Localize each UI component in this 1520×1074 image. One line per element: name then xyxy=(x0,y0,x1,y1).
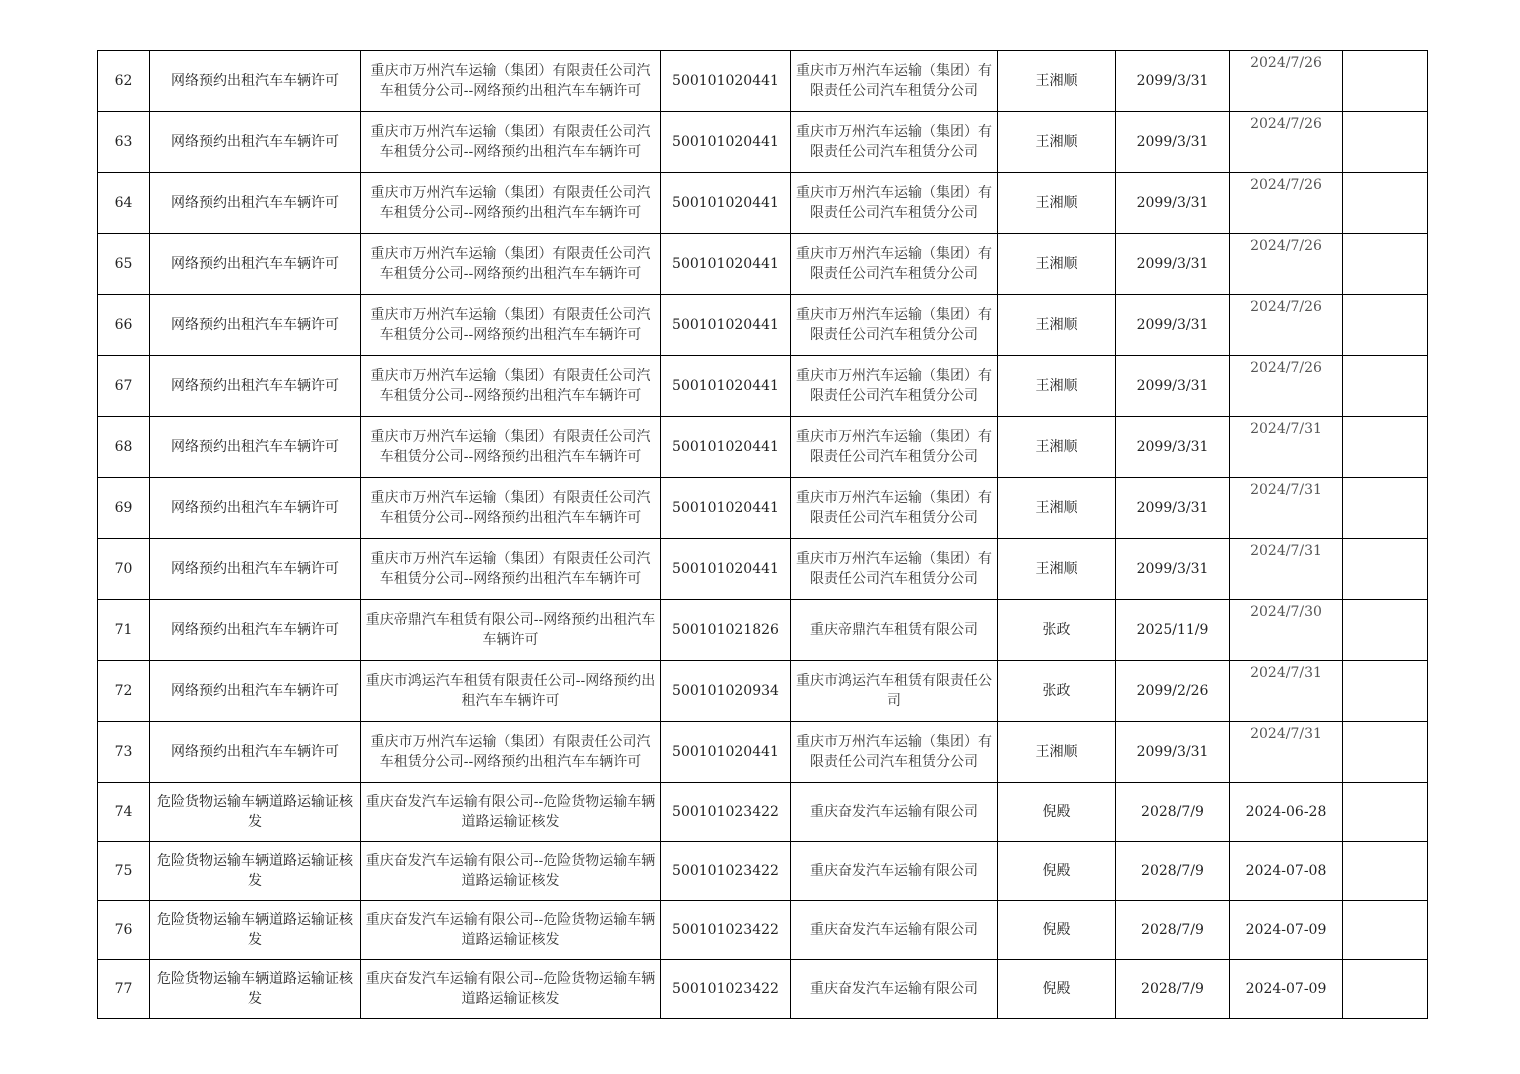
serial-number-cell-text: 76 xyxy=(114,922,133,938)
table-row xyxy=(98,417,1428,478)
valid-until-cell xyxy=(1116,234,1230,295)
permit-item-cell xyxy=(150,661,361,722)
decision-date-cell xyxy=(1230,356,1343,417)
holder-name-cell-text: 重庆市万州汽车运输（集团）有限责任公司汽车租赁分公司 xyxy=(796,490,992,526)
legal-person-cell-text: 张政 xyxy=(1042,622,1071,638)
table-row xyxy=(98,901,1428,960)
serial-number-cell xyxy=(98,960,150,1019)
code-number-cell-text: 500101023422 xyxy=(672,863,779,879)
remark-cell xyxy=(1343,960,1428,1019)
legal-person-cell xyxy=(998,417,1116,478)
remark-cell xyxy=(1343,112,1428,173)
valid-until-cell-text: 2099/3/31 xyxy=(1136,134,1209,150)
serial-number-cell-text: 70 xyxy=(114,561,133,577)
permit-item-cell-text: 网络预约出租汽车车辆许可 xyxy=(171,378,339,394)
valid-until-cell xyxy=(1116,661,1230,722)
holder-name-cell-text: 重庆市万州汽车运输（集团）有限责任公司汽车租赁分公司 xyxy=(796,185,992,221)
permit-item-cell-text: 危险货物运输车辆道路运输证核发 xyxy=(157,912,353,948)
code-number-cell xyxy=(661,661,791,722)
decision-date-cell-text: 2024/7/26 xyxy=(1250,116,1322,132)
valid-until-cell xyxy=(1116,356,1230,417)
legal-person-cell-text: 王湘顺 xyxy=(1035,500,1078,516)
table-row xyxy=(98,112,1428,173)
code-number-cell xyxy=(661,295,791,356)
permit-item-cell xyxy=(150,539,361,600)
license-name-cell-text: 重庆市万州汽车运输（集团）有限责任公司汽车租赁分公司--网络预约出租汽车车辆许可 xyxy=(370,185,651,221)
table-row xyxy=(98,661,1428,722)
permit-item-cell xyxy=(150,234,361,295)
valid-until-cell xyxy=(1116,295,1230,356)
permit-item-cell xyxy=(150,478,361,539)
decision-date-cell xyxy=(1230,960,1343,1019)
legal-person-cell xyxy=(998,600,1116,661)
permit-item-cell xyxy=(150,356,361,417)
license-name-cell xyxy=(361,234,661,295)
license-name-cell xyxy=(361,295,661,356)
legal-person-cell-text: 王湘顺 xyxy=(1035,134,1078,150)
legal-person-cell xyxy=(998,173,1116,234)
serial-number-cell xyxy=(98,356,150,417)
decision-date-cell-text: 2024/7/26 xyxy=(1250,299,1322,315)
code-number-cell xyxy=(661,234,791,295)
code-number-cell-text: 500101020441 xyxy=(672,439,779,455)
holder-name-cell xyxy=(791,234,998,295)
table-row xyxy=(98,234,1428,295)
permit-item-cell xyxy=(150,295,361,356)
legal-person-cell xyxy=(998,356,1116,417)
serial-number-cell xyxy=(98,783,150,842)
code-number-cell xyxy=(661,901,791,960)
valid-until-cell xyxy=(1116,901,1230,960)
legal-person-cell xyxy=(998,783,1116,842)
license-name-cell xyxy=(361,783,661,842)
holder-name-cell xyxy=(791,600,998,661)
decision-date-cell-text: 2024/7/31 xyxy=(1250,726,1322,742)
valid-until-cell-text: 2099/3/31 xyxy=(1136,317,1209,333)
table-row xyxy=(98,173,1428,234)
valid-until-cell-text: 2099/3/31 xyxy=(1136,561,1209,577)
holder-name-cell xyxy=(791,539,998,600)
code-number-cell xyxy=(661,173,791,234)
permit-item-cell-text: 网络预约出租汽车车辆许可 xyxy=(171,134,339,150)
license-name-cell xyxy=(361,661,661,722)
valid-until-cell-text: 2099/3/31 xyxy=(1136,500,1209,516)
remark-cell xyxy=(1343,295,1428,356)
permit-item-cell-text: 网络预约出租汽车车辆许可 xyxy=(171,256,339,272)
license-name-cell xyxy=(361,356,661,417)
valid-until-cell-text: 2099/3/31 xyxy=(1136,195,1209,211)
legal-person-cell-text: 王湘顺 xyxy=(1035,256,1078,272)
decision-date-cell xyxy=(1230,295,1343,356)
valid-until-cell xyxy=(1116,960,1230,1019)
permit-item-cell xyxy=(150,600,361,661)
decision-date-cell xyxy=(1230,51,1343,112)
legal-person-cell xyxy=(998,295,1116,356)
remark-cell xyxy=(1343,356,1428,417)
serial-number-cell-text: 72 xyxy=(114,683,133,699)
valid-until-cell-text: 2028/7/9 xyxy=(1141,981,1204,997)
decision-date-cell xyxy=(1230,478,1343,539)
valid-until-cell xyxy=(1116,417,1230,478)
valid-until-cell xyxy=(1116,842,1230,901)
table-row xyxy=(98,600,1428,661)
license-name-cell xyxy=(361,960,661,1019)
serial-number-cell-text: 77 xyxy=(114,981,133,997)
serial-number-cell-text: 68 xyxy=(114,439,133,455)
valid-until-cell xyxy=(1116,600,1230,661)
permit-item-cell xyxy=(150,51,361,112)
license-name-cell xyxy=(361,722,661,783)
decision-date-cell-text: 2024/7/26 xyxy=(1250,360,1322,376)
license-name-cell xyxy=(361,600,661,661)
serial-number-cell xyxy=(98,112,150,173)
code-number-cell xyxy=(661,842,791,901)
code-number-cell-text: 500101020934 xyxy=(672,683,779,699)
serial-number-cell-text: 64 xyxy=(114,195,133,211)
code-number-cell-text: 500101020441 xyxy=(672,73,779,89)
valid-until-cell xyxy=(1116,112,1230,173)
legal-person-cell-text: 王湘顺 xyxy=(1035,378,1078,394)
decision-date-cell-text: 2024/7/31 xyxy=(1250,421,1322,437)
legal-person-cell xyxy=(998,234,1116,295)
license-name-cell xyxy=(361,112,661,173)
holder-name-cell xyxy=(791,783,998,842)
license-name-cell xyxy=(361,901,661,960)
valid-until-cell xyxy=(1116,173,1230,234)
serial-number-cell xyxy=(98,600,150,661)
decision-date-cell-text: 2024-07-09 xyxy=(1245,922,1327,938)
table-body xyxy=(98,51,1428,1019)
remark-cell xyxy=(1343,51,1428,112)
table-row xyxy=(98,722,1428,783)
valid-until-cell xyxy=(1116,51,1230,112)
license-name-cell-text: 重庆市鸿运汽车租赁有限责任公司--网络预约出租汽车车辆许可 xyxy=(365,673,656,709)
code-number-cell-text: 500101020441 xyxy=(672,317,779,333)
decision-date-cell xyxy=(1230,234,1343,295)
license-name-cell-text: 重庆奋发汽车运输有限公司--危险货物运输车辆道路运输证核发 xyxy=(365,853,656,889)
holder-name-cell xyxy=(791,722,998,783)
serial-number-cell xyxy=(98,901,150,960)
code-number-cell-text: 500101020441 xyxy=(672,195,779,211)
license-name-cell-text: 重庆市万州汽车运输（集团）有限责任公司汽车租赁分公司--网络预约出租汽车车辆许可 xyxy=(370,124,651,160)
license-name-cell xyxy=(361,842,661,901)
holder-name-cell-text: 重庆市万州汽车运输（集团）有限责任公司汽车租赁分公司 xyxy=(796,307,992,343)
table-row xyxy=(98,960,1428,1019)
serial-number-cell-text: 67 xyxy=(114,378,133,394)
license-name-cell-text: 重庆市万州汽车运输（集团）有限责任公司汽车租赁分公司--网络预约出租汽车车辆许可 xyxy=(370,368,651,404)
valid-until-cell-text: 2028/7/9 xyxy=(1141,863,1204,879)
remark-cell xyxy=(1343,173,1428,234)
valid-until-cell-text: 2099/3/31 xyxy=(1136,378,1209,394)
holder-name-cell xyxy=(791,356,998,417)
code-number-cell xyxy=(661,539,791,600)
permit-item-cell-text: 网络预约出租汽车车辆许可 xyxy=(171,439,339,455)
code-number-cell-text: 500101023422 xyxy=(672,804,779,820)
decision-date-cell xyxy=(1230,417,1343,478)
decision-date-cell xyxy=(1230,600,1343,661)
legal-person-cell-text: 王湘顺 xyxy=(1035,73,1078,89)
legal-person-cell xyxy=(998,539,1116,600)
license-name-cell xyxy=(361,417,661,478)
license-name-cell-text: 重庆市万州汽车运输（集团）有限责任公司汽车租赁分公司--网络预约出租汽车车辆许可 xyxy=(370,246,651,282)
permit-item-cell-text: 网络预约出租汽车车辆许可 xyxy=(171,744,339,760)
holder-name-cell-text: 重庆市鸿运汽车租赁有限责任公司 xyxy=(796,673,992,709)
permit-item-cell xyxy=(150,842,361,901)
valid-until-cell-text: 2099/3/31 xyxy=(1136,256,1209,272)
license-name-cell-text: 重庆市万州汽车运输（集团）有限责任公司汽车租赁分公司--网络预约出租汽车车辆许可 xyxy=(370,63,651,99)
decision-date-cell xyxy=(1230,112,1343,173)
table-row xyxy=(98,356,1428,417)
serial-number-cell xyxy=(98,173,150,234)
code-number-cell-text: 500101023422 xyxy=(672,981,779,997)
license-name-cell-text: 重庆市万州汽车运输（集团）有限责任公司汽车租赁分公司--网络预约出租汽车车辆许可 xyxy=(370,734,651,770)
serial-number-cell-text: 75 xyxy=(114,863,133,879)
code-number-cell-text: 500101020441 xyxy=(672,256,779,272)
license-name-cell-text: 重庆奋发汽车运输有限公司--危险货物运输车辆道路运输证核发 xyxy=(365,971,656,1007)
permit-item-cell-text: 危险货物运输车辆道路运输证核发 xyxy=(157,971,353,1007)
code-number-cell-text: 500101020441 xyxy=(672,134,779,150)
code-number-cell xyxy=(661,783,791,842)
serial-number-cell xyxy=(98,295,150,356)
remark-cell xyxy=(1343,783,1428,842)
valid-until-cell-text: 2025/11/9 xyxy=(1136,622,1209,638)
serial-number-cell xyxy=(98,722,150,783)
valid-until-cell-text: 2099/2/26 xyxy=(1136,683,1209,699)
license-name-cell xyxy=(361,173,661,234)
remark-cell xyxy=(1343,478,1428,539)
valid-until-cell-text: 2099/3/31 xyxy=(1136,73,1209,89)
serial-number-cell xyxy=(98,478,150,539)
permit-item-cell xyxy=(150,783,361,842)
code-number-cell xyxy=(661,112,791,173)
valid-until-cell xyxy=(1116,722,1230,783)
serial-number-cell-text: 65 xyxy=(114,256,133,272)
decision-date-cell xyxy=(1230,901,1343,960)
decision-date-cell-text: 2024-06-28 xyxy=(1245,804,1327,820)
holder-name-cell xyxy=(791,842,998,901)
table-row xyxy=(98,295,1428,356)
holder-name-cell-text: 重庆市万州汽车运输（集团）有限责任公司汽车租赁分公司 xyxy=(796,63,992,99)
decision-date-cell-text: 2024/7/30 xyxy=(1250,604,1322,620)
decision-date-cell xyxy=(1230,173,1343,234)
decision-date-cell-text: 2024/7/26 xyxy=(1250,238,1322,254)
permit-item-cell xyxy=(150,112,361,173)
serial-number-cell xyxy=(98,234,150,295)
serial-number-cell-text: 74 xyxy=(114,804,133,820)
legal-person-cell-text: 倪殿 xyxy=(1042,981,1071,997)
serial-number-cell xyxy=(98,842,150,901)
serial-number-cell xyxy=(98,51,150,112)
legal-person-cell-text: 王湘顺 xyxy=(1035,195,1078,211)
decision-date-cell xyxy=(1230,661,1343,722)
decision-date-cell-text: 2024/7/26 xyxy=(1250,55,1322,71)
holder-name-cell-text: 重庆奋发汽车运输有限公司 xyxy=(810,863,978,879)
valid-until-cell-text: 2028/7/9 xyxy=(1141,922,1204,938)
remark-cell xyxy=(1343,539,1428,600)
code-number-cell xyxy=(661,51,791,112)
serial-number-cell-text: 63 xyxy=(114,134,133,150)
valid-until-cell xyxy=(1116,478,1230,539)
permit-item-cell-text: 网络预约出租汽车车辆许可 xyxy=(171,500,339,516)
valid-until-cell-text: 2099/3/31 xyxy=(1136,744,1209,760)
holder-name-cell xyxy=(791,478,998,539)
license-name-cell-text: 重庆奋发汽车运输有限公司--危险货物运输车辆道路运输证核发 xyxy=(365,912,656,948)
serial-number-cell xyxy=(98,539,150,600)
permit-item-cell-text: 网络预约出租汽车车辆许可 xyxy=(171,195,339,211)
legal-person-cell xyxy=(998,960,1116,1019)
holder-name-cell xyxy=(791,661,998,722)
valid-until-cell xyxy=(1116,539,1230,600)
legal-person-cell xyxy=(998,842,1116,901)
code-number-cell-text: 500101020441 xyxy=(672,378,779,394)
permit-item-cell xyxy=(150,173,361,234)
code-number-cell xyxy=(661,722,791,783)
legal-person-cell-text: 王湘顺 xyxy=(1035,561,1078,577)
permit-item-cell xyxy=(150,417,361,478)
permit-item-cell-text: 危险货物运输车辆道路运输证核发 xyxy=(157,853,353,889)
permit-item-cell xyxy=(150,960,361,1019)
license-name-cell xyxy=(361,478,661,539)
legal-person-cell xyxy=(998,112,1116,173)
legal-person-cell-text: 王湘顺 xyxy=(1035,439,1078,455)
decision-date-cell-text: 2024/7/31 xyxy=(1250,543,1322,559)
code-number-cell-text: 500101021826 xyxy=(672,622,779,638)
serial-number-cell-text: 62 xyxy=(114,73,133,89)
remark-cell xyxy=(1343,661,1428,722)
decision-date-cell xyxy=(1230,783,1343,842)
legal-person-cell xyxy=(998,51,1116,112)
legal-person-cell-text: 张政 xyxy=(1042,683,1071,699)
holder-name-cell xyxy=(791,960,998,1019)
holder-name-cell-text: 重庆市万州汽车运输（集团）有限责任公司汽车租赁分公司 xyxy=(796,429,992,465)
legal-person-cell xyxy=(998,661,1116,722)
table-row xyxy=(98,478,1428,539)
license-name-cell-text: 重庆市万州汽车运输（集团）有限责任公司汽车租赁分公司--网络预约出租汽车车辆许可 xyxy=(370,490,651,526)
holder-name-cell-text: 重庆帝鼎汽车租赁有限公司 xyxy=(810,622,978,638)
code-number-cell xyxy=(661,356,791,417)
legal-person-cell-text: 王湘顺 xyxy=(1035,744,1078,760)
holder-name-cell-text: 重庆市万州汽车运输（集团）有限责任公司汽车租赁分公司 xyxy=(796,551,992,587)
table-row xyxy=(98,51,1428,112)
holder-name-cell-text: 重庆奋发汽车运输有限公司 xyxy=(810,922,978,938)
decision-date-cell-text: 2024/7/31 xyxy=(1250,665,1322,681)
serial-number-cell xyxy=(98,661,150,722)
permit-item-cell-text: 网络预约出租汽车车辆许可 xyxy=(171,73,339,89)
legal-person-cell xyxy=(998,478,1116,539)
remark-cell xyxy=(1343,722,1428,783)
holder-name-cell-text: 重庆市万州汽车运输（集团）有限责任公司汽车租赁分公司 xyxy=(796,368,992,404)
serial-number-cell xyxy=(98,417,150,478)
code-number-cell-text: 500101020441 xyxy=(672,561,779,577)
serial-number-cell-text: 66 xyxy=(114,317,133,333)
serial-number-cell-text: 71 xyxy=(114,622,133,638)
legal-person-cell xyxy=(998,901,1116,960)
holder-name-cell-text: 重庆奋发汽车运输有限公司 xyxy=(810,804,978,820)
table-row xyxy=(98,783,1428,842)
holder-name-cell-text: 重庆市万州汽车运输（集团）有限责任公司汽车租赁分公司 xyxy=(796,246,992,282)
code-number-cell xyxy=(661,417,791,478)
license-name-cell-text: 重庆帝鼎汽车租赁有限公司--网络预约出租汽车车辆许可 xyxy=(365,612,656,648)
decision-date-cell-text: 2024-07-08 xyxy=(1245,863,1327,879)
legal-person-cell-text: 倪殿 xyxy=(1042,922,1071,938)
decision-date-cell xyxy=(1230,722,1343,783)
decision-date-cell xyxy=(1230,539,1343,600)
valid-until-cell xyxy=(1116,783,1230,842)
permit-item-cell xyxy=(150,901,361,960)
serial-number-cell-text: 69 xyxy=(114,500,133,516)
holder-name-cell xyxy=(791,173,998,234)
legal-person-cell-text: 王湘顺 xyxy=(1035,317,1078,333)
decision-date-cell-text: 2024/7/31 xyxy=(1250,482,1322,498)
code-number-cell-text: 500101020441 xyxy=(672,500,779,516)
code-number-cell-text: 500101020441 xyxy=(672,744,779,760)
license-name-cell-text: 重庆市万州汽车运输（集团）有限责任公司汽车租赁分公司--网络预约出租汽车车辆许可 xyxy=(370,429,651,465)
code-number-cell xyxy=(661,960,791,1019)
permit-item-cell-text: 网络预约出租汽车车辆许可 xyxy=(171,622,339,638)
valid-until-cell-text: 2099/3/31 xyxy=(1136,439,1209,455)
holder-name-cell-text: 重庆奋发汽车运输有限公司 xyxy=(810,981,978,997)
legal-person-cell xyxy=(998,722,1116,783)
valid-until-cell-text: 2028/7/9 xyxy=(1141,804,1204,820)
remark-cell xyxy=(1343,842,1428,901)
decision-date-cell-text: 2024/7/26 xyxy=(1250,177,1322,193)
code-number-cell-text: 500101023422 xyxy=(672,922,779,938)
permit-item-cell-text: 网络预约出租汽车车辆许可 xyxy=(171,561,339,577)
license-name-cell xyxy=(361,51,661,112)
remark-cell xyxy=(1343,234,1428,295)
decision-date-cell xyxy=(1230,842,1343,901)
holder-name-cell xyxy=(791,295,998,356)
legal-person-cell-text: 倪殿 xyxy=(1042,804,1071,820)
license-name-cell-text: 重庆奋发汽车运输有限公司--危险货物运输车辆道路运输证核发 xyxy=(365,794,656,830)
holder-name-cell xyxy=(791,901,998,960)
decision-date-cell-text: 2024-07-09 xyxy=(1245,981,1327,997)
license-name-cell-text: 重庆市万州汽车运输（集团）有限责任公司汽车租赁分公司--网络预约出租汽车车辆许可 xyxy=(370,551,651,587)
license-name-cell-text: 重庆市万州汽车运输（集团）有限责任公司汽车租赁分公司--网络预约出租汽车车辆许可 xyxy=(370,307,651,343)
table-row xyxy=(98,539,1428,600)
remark-cell xyxy=(1343,600,1428,661)
permit-item-cell-text: 网络预约出租汽车车辆许可 xyxy=(171,683,339,699)
code-number-cell xyxy=(661,478,791,539)
license-name-cell xyxy=(361,539,661,600)
holder-name-cell-text: 重庆市万州汽车运输（集团）有限责任公司汽车租赁分公司 xyxy=(796,124,992,160)
serial-number-cell-text: 73 xyxy=(114,744,133,760)
holder-name-cell xyxy=(791,417,998,478)
holder-name-cell xyxy=(791,51,998,112)
legal-person-cell-text: 倪殿 xyxy=(1042,863,1071,879)
holder-name-cell xyxy=(791,112,998,173)
records-table xyxy=(97,50,1428,1019)
permit-item-cell xyxy=(150,722,361,783)
code-number-cell xyxy=(661,600,791,661)
holder-name-cell-text: 重庆市万州汽车运输（集团）有限责任公司汽车租赁分公司 xyxy=(796,734,992,770)
remark-cell xyxy=(1343,417,1428,478)
permit-item-cell-text: 网络预约出租汽车车辆许可 xyxy=(171,317,339,333)
permit-item-cell-text: 危险货物运输车辆道路运输证核发 xyxy=(157,794,353,830)
remark-cell xyxy=(1343,901,1428,960)
table-row xyxy=(98,842,1428,901)
